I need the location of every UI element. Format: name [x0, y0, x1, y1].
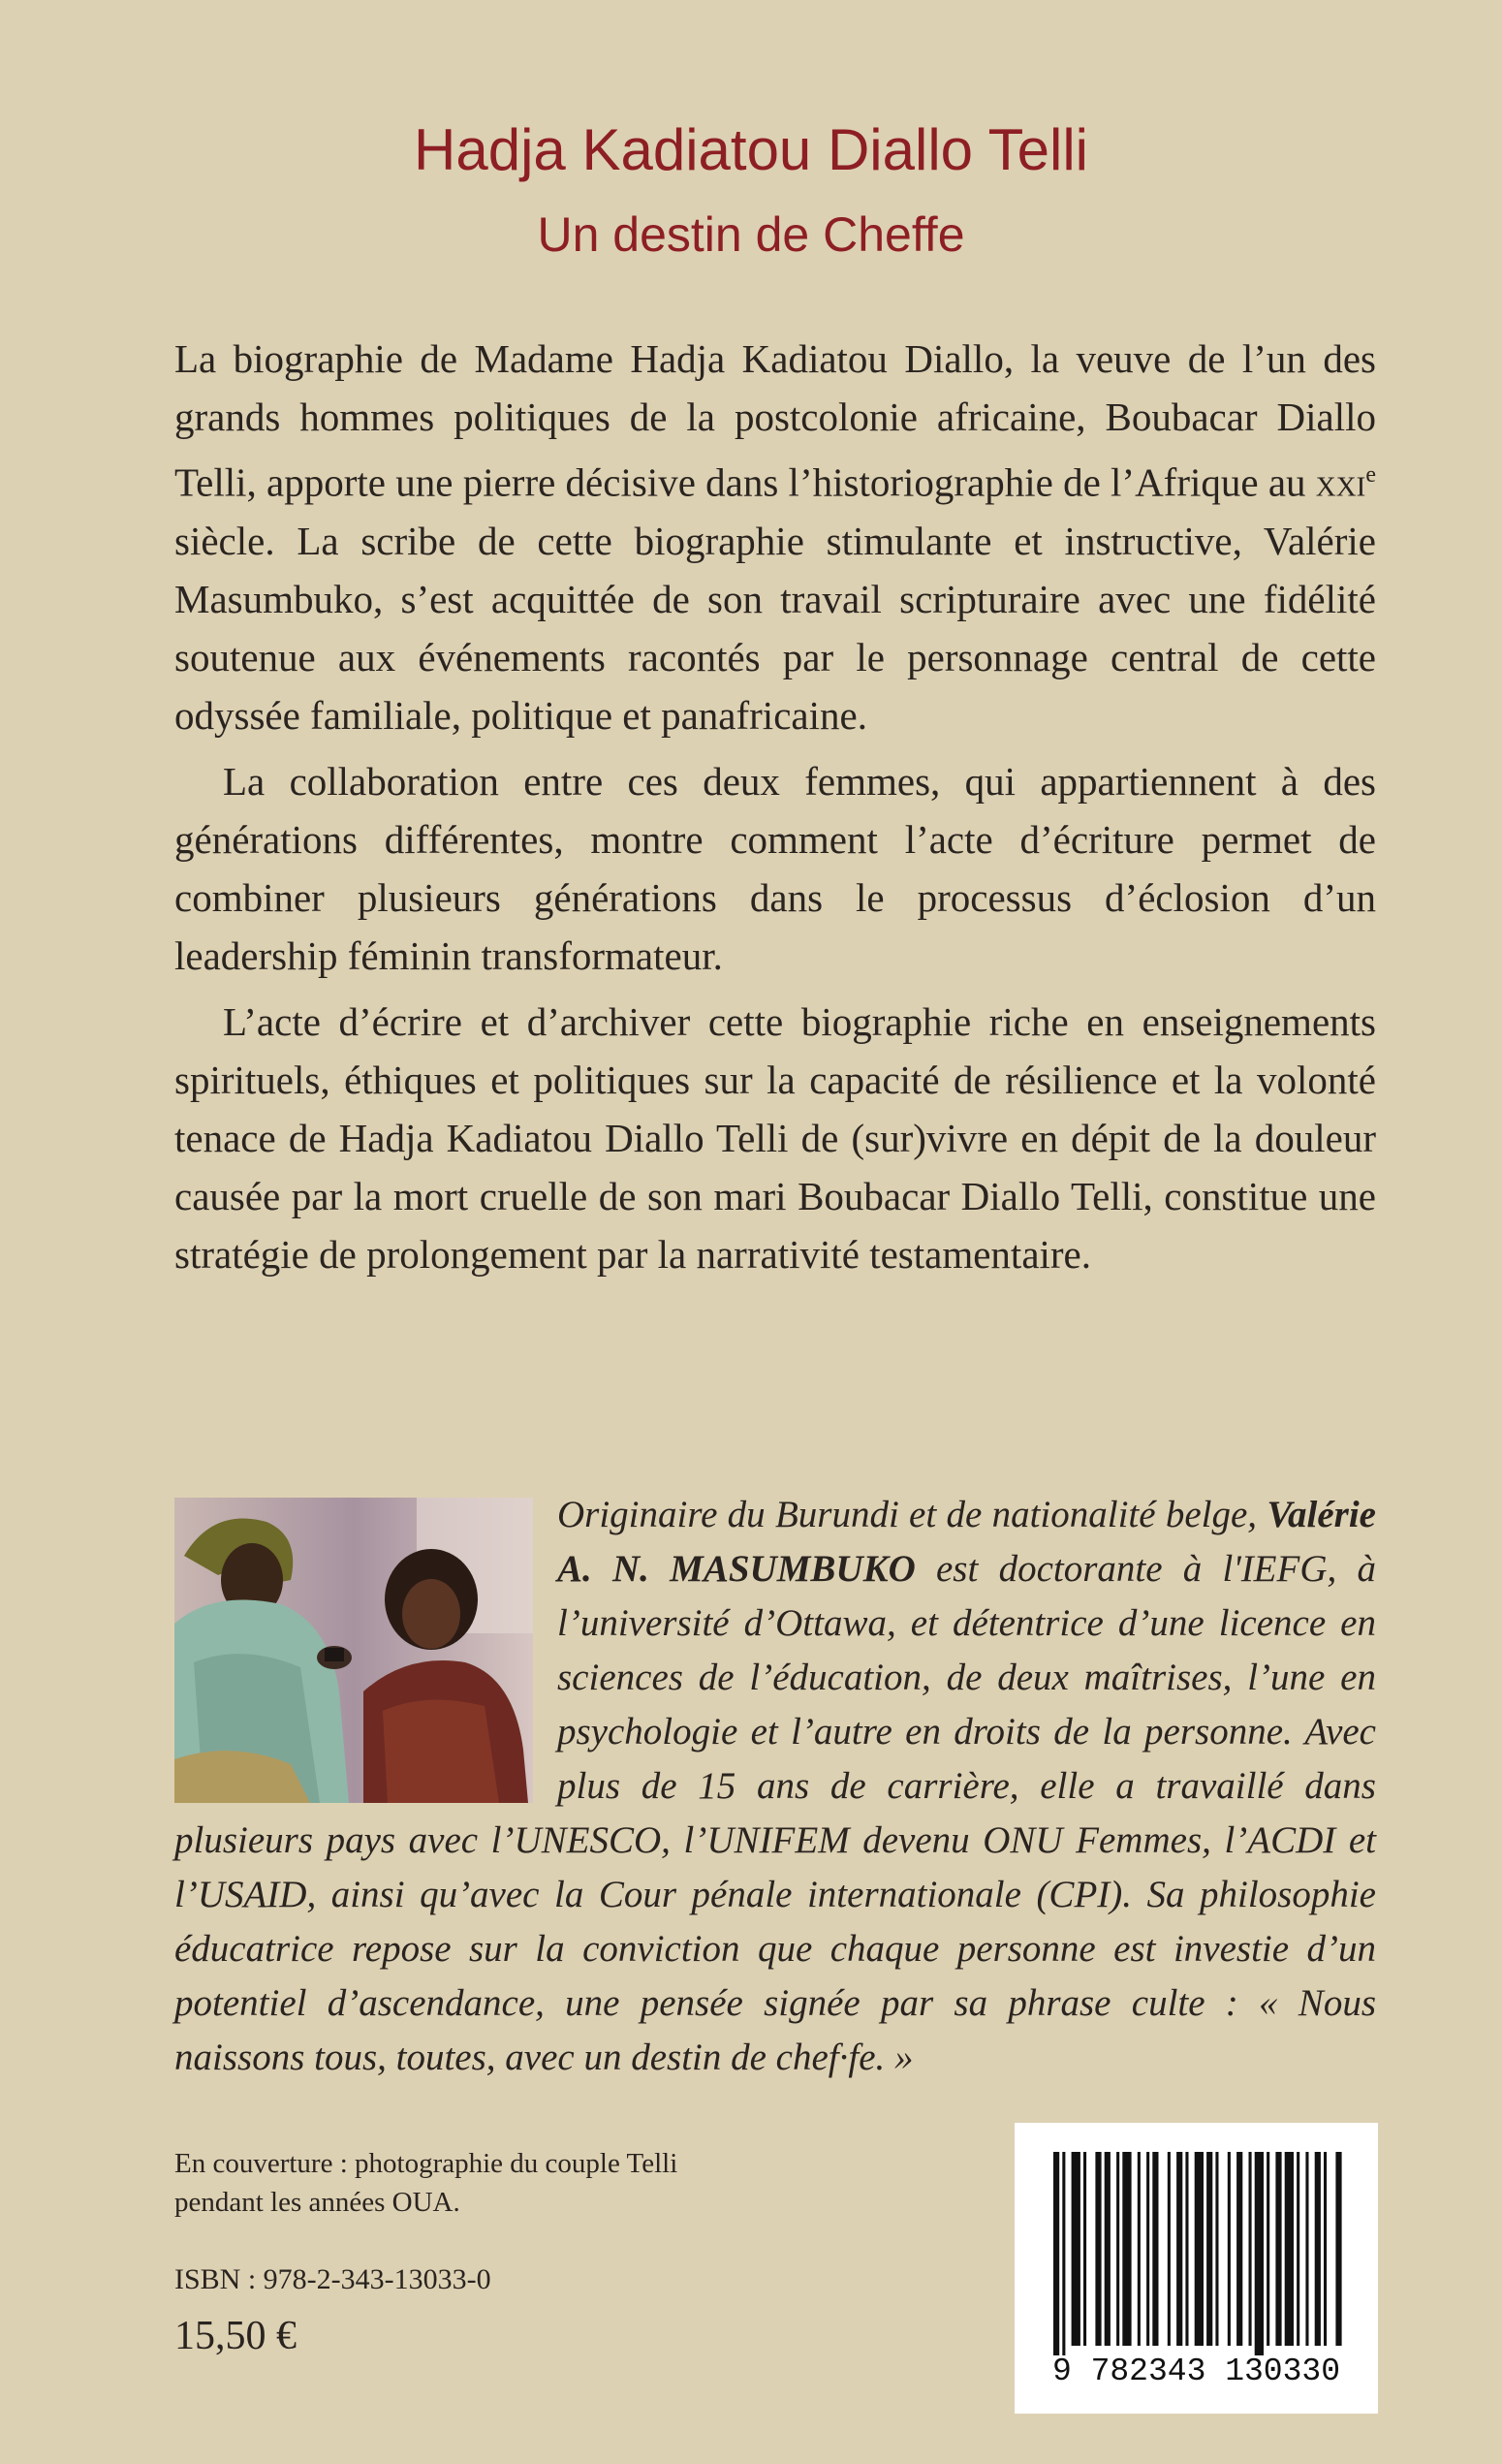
barcode-bar [1083, 2152, 1086, 2346]
barcode-bar [1285, 2152, 1294, 2346]
book-subtitle: Un destin de Cheffe [537, 207, 965, 262]
blurb-p1-end: siècle. La scribe de cette biographie stimulante et instructive, Valérie Masumbuko, s’est acquittée de son travail scripturaire avec une fidélité soutenue aux événements racontés par le personnage central de cette odyssée familiale, politique et panafricaine. [174, 518, 1376, 738]
barcode-digits: 9 782343 130330 [1051, 2353, 1341, 2389]
barcode-bar [1185, 2152, 1188, 2346]
barcode-bar [1335, 2152, 1341, 2346]
barcode-bar [1146, 2152, 1149, 2346]
barcode-bar [1168, 2152, 1171, 2346]
cover-caption-line-1: En couverture : photographie du couple Telli [174, 2148, 678, 2179]
barcode [1015, 2123, 1378, 2414]
blurb-paragraph-2: La collaboration entre ces deux femmes, qui appartiennent à des générations différentes, montre comment l’acte d’écriture permet de combiner plusieurs générations dans le processus d’éclosion d’un leadership féminin transformateur. [174, 758, 1376, 978]
book-title: Hadja Kadiatou Diallo Telli [414, 117, 1088, 182]
barcode-bar [1297, 2152, 1299, 2346]
barcode-bar [1062, 2152, 1065, 2355]
barcode-bar [1215, 2152, 1218, 2346]
barcode-bar [1176, 2152, 1182, 2346]
bio-intro: Originaire du Burundi et de nationalité belge, [557, 1494, 1267, 1535]
barcode-bar [1249, 2152, 1252, 2346]
cover-caption [174, 2144, 853, 2222]
barcode-bar [1105, 2152, 1111, 2346]
photo-spacer [174, 1488, 557, 1808]
barcode-bar [1305, 2152, 1308, 2346]
barcode-bar [1095, 2152, 1101, 2346]
barcode-bar [1228, 2152, 1231, 2346]
barcode-bar [1236, 2152, 1242, 2346]
barcode-bar [1072, 2152, 1080, 2346]
blurb-paragraph-1 [174, 330, 1376, 744]
blurb [174, 330, 1376, 1291]
barcode-bar [1275, 2152, 1281, 2346]
century-numeral: xxi [1315, 459, 1366, 505]
barcode-bar [1324, 2152, 1327, 2346]
author-bio [174, 1488, 1376, 2085]
barcode-bar [1267, 2152, 1269, 2346]
author-name: Valérie A. N. MASUMBUKO [557, 1494, 1376, 1590]
bio-text: est doctorante à l'IEFG, à l’université d’Ottawa, et détentrice d’une licence en sciences de l’éducation, de deux maîtrises, l’une en psychologie et l’autre en droits de la personne. Avec plus de 15 ans de carrière, elle a travaillé dans plusieurs pays avec l’UNESCO, l’UNIFEM devenu ONU Femmes, l’ACDI et l’USAID, ainsi qu’avec la Cour pénale internationale (CPI). Sa philosophie éducatrice repose sur la conviction que chaque personne est investie d’un potentiel d’ascendance, une pensée signée par sa phrase culte : « Nous naissons tous, toutes, avec un destin de chef·fe. » [174, 1548, 1376, 2078]
barcode-bar [1053, 2152, 1059, 2355]
barcode-bar [1122, 2152, 1131, 2346]
blurb-p1-start: La biographie de Madame Hadja Kadiatou Diallo, la veuve de l’un des grands hommes politiques de la postcolonie africaine, Boubacar Diallo Telli, apporte une pierre décisive dans l’historiographie de l’Afrique au [174, 336, 1376, 505]
blurb-paragraph-3: L’acte d’écrire et d’archiver cette biographie riche en enseignements spirituels, éthiques et politiques sur la capacité de résilience et la volonté tenace de Hadja Kadiatou Diallo Telli de (sur)vivre en dépit de la douleur causée par la mort cruelle de son mari Boubacar Diallo Telli, constitue une stratégie de prolongement par la narrativité testamentaire. [174, 998, 1376, 1277]
barcode-bar [1152, 2152, 1158, 2346]
barcode-bar [1195, 2152, 1204, 2346]
barcode-bar [1315, 2152, 1321, 2346]
price: 15,50 € [174, 2314, 297, 2358]
century-superscript: e [1365, 462, 1376, 488]
cover-caption-line-2: pendant les années OUA. [174, 2187, 460, 2218]
barcode-bars [1015, 2123, 1378, 2355]
barcode-bar [1255, 2152, 1264, 2355]
barcode-bar [1138, 2152, 1141, 2346]
barcode-bar [1206, 2152, 1212, 2346]
isbn: ISBN : 978-2-343-13033-0 [174, 2263, 491, 2295]
barcode-bar [1116, 2152, 1119, 2346]
